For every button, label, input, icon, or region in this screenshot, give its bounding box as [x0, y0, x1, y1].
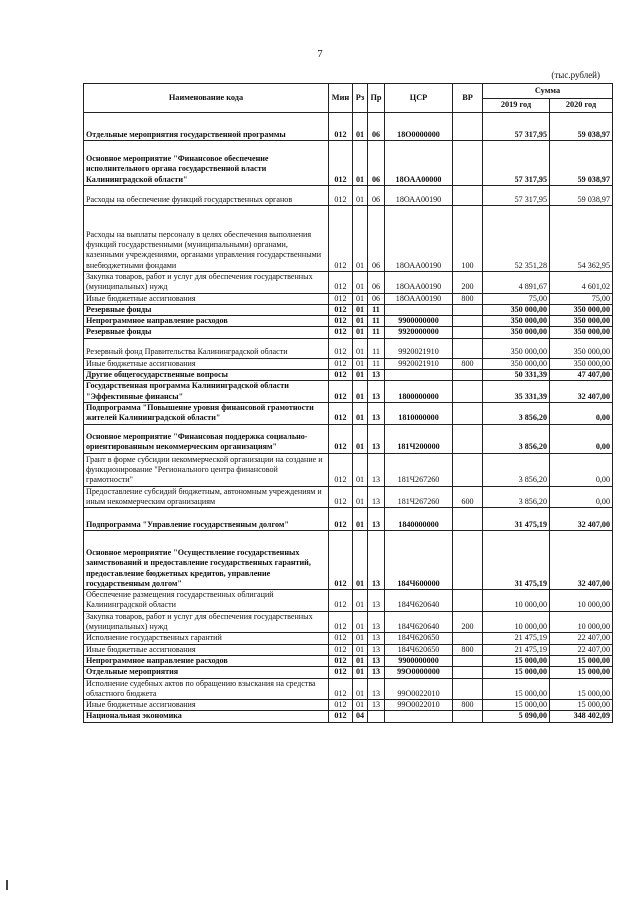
row-rz-cell: 01: [353, 611, 368, 633]
row-rz-cell: 01: [353, 508, 368, 531]
row-csr-cell: 9900000000: [385, 655, 453, 666]
row-pr-cell: 13: [368, 700, 385, 711]
row-min-cell: 012: [329, 590, 353, 612]
row-rz-cell: 01: [353, 381, 368, 403]
row-csr-cell: 181Ч267260: [385, 453, 453, 486]
row-pr-cell: 13: [368, 508, 385, 531]
row-pr-cell: 11: [368, 358, 385, 369]
row-vr-cell: [453, 327, 483, 338]
table-row: [84, 655, 613, 666]
row-2019-cell: 3 856,20: [483, 424, 550, 453]
table-row: [84, 700, 613, 711]
row-min-cell: 012: [329, 453, 353, 486]
row-rz-cell: 01: [353, 304, 368, 315]
row-2020-cell: 350 000,00: [550, 338, 613, 358]
row-rz-cell: 01: [353, 113, 368, 141]
row-rz-cell: 01: [353, 338, 368, 358]
row-pr-cell: 13: [368, 590, 385, 612]
row-csr-cell: 18ОАА00190: [385, 206, 453, 272]
row-2020-cell: 350 000,00: [550, 304, 613, 315]
row-rz-cell: 01: [353, 531, 368, 590]
row-rz-cell: 01: [353, 370, 368, 381]
row-min-cell: 012: [329, 370, 353, 381]
row-csr-cell: 99О0022010: [385, 700, 453, 711]
row-name-cell: Основное мероприятие "Финансовое обеспечение исполнительного органа государственной власти Калининградской области": [84, 141, 329, 186]
row-csr-cell: 18ОАА00000: [385, 141, 453, 186]
row-2019-cell: 15 000,00: [483, 655, 550, 666]
row-name-cell: Отдельные мероприятия государственной программы: [84, 113, 329, 141]
row-min-cell: 012: [329, 531, 353, 590]
row-min-cell: 012: [329, 358, 353, 369]
row-min-cell: 012: [329, 700, 353, 711]
row-min-cell: 012: [329, 655, 353, 666]
row-2019-cell: 52 351,28: [483, 206, 550, 272]
margin-mark: [6, 880, 8, 890]
row-rz-cell: 01: [353, 655, 368, 666]
row-csr-cell: 9920000000: [385, 327, 453, 338]
row-pr-cell: 13: [368, 678, 385, 700]
row-pr-cell: 06: [368, 272, 385, 294]
row-vr-cell: [453, 113, 483, 141]
row-name-cell: Основное мероприятие "Осуществление государственных заимствований и предоставление государственных гарантий, предоставление бюджетных кредитов, управление государственным долгом": [84, 531, 329, 590]
row-vr-cell: [453, 453, 483, 486]
table-row: [84, 141, 613, 186]
row-vr-cell: [453, 667, 483, 678]
row-2019-cell: 31 475,19: [483, 531, 550, 590]
row-2020-cell: 22 407,00: [550, 644, 613, 655]
budget-table: [83, 83, 613, 723]
row-2019-cell: 15 000,00: [483, 700, 550, 711]
row-rz-cell: 04: [353, 711, 368, 722]
row-2019-cell: 5 090,00: [483, 711, 550, 722]
table-row: [84, 113, 613, 141]
row-min-cell: 012: [329, 272, 353, 294]
row-2019-cell: 10 000,00: [483, 611, 550, 633]
row-2020-cell: 54 362,95: [550, 206, 613, 272]
row-2020-cell: 15 000,00: [550, 667, 613, 678]
table-row: [84, 402, 613, 424]
row-name-cell: Другие общегосударственные вопросы: [84, 370, 329, 381]
row-pr-cell: 06: [368, 141, 385, 186]
table-row: [84, 711, 613, 722]
table-row: [84, 644, 613, 655]
table-row: [84, 186, 613, 206]
table-body: [84, 113, 613, 723]
row-min-cell: 012: [329, 711, 353, 722]
row-vr-cell: 800: [453, 644, 483, 655]
table-row: [84, 381, 613, 403]
row-min-cell: 012: [329, 508, 353, 531]
row-vr-cell: [453, 402, 483, 424]
row-pr-cell: 06: [368, 293, 385, 304]
row-csr-cell: 184Ч600000: [385, 531, 453, 590]
row-csr-cell: [385, 711, 453, 722]
col-2020-header: 2020 год: [550, 99, 613, 113]
table-row: [84, 611, 613, 633]
row-vr-cell: [453, 304, 483, 315]
page-number: 7: [317, 48, 323, 60]
row-pr-cell: 11: [368, 338, 385, 358]
row-rz-cell: 01: [353, 424, 368, 453]
row-2019-cell: 50 331,39: [483, 370, 550, 381]
row-pr-cell: 13: [368, 531, 385, 590]
row-vr-cell: 600: [453, 486, 483, 508]
row-name-cell: Иные бюджетные ассигнования: [84, 700, 329, 711]
row-rz-cell: 01: [353, 327, 368, 338]
row-name-cell: Резервный фонд Правительства Калининградской области: [84, 338, 329, 358]
row-rz-cell: 01: [353, 316, 368, 327]
row-2020-cell: 0,00: [550, 486, 613, 508]
row-2020-cell: 15 000,00: [550, 700, 613, 711]
col-vr-header: ВР: [453, 84, 483, 113]
table-row: [84, 293, 613, 304]
row-2020-cell: 350 000,00: [550, 327, 613, 338]
row-pr-cell: 11: [368, 316, 385, 327]
row-pr-cell: 13: [368, 655, 385, 666]
row-name-cell: Иные бюджетные ассигнования: [84, 358, 329, 369]
row-2019-cell: 35 331,39: [483, 381, 550, 403]
row-2019-cell: 57 317,95: [483, 113, 550, 141]
row-2020-cell: 32 407,00: [550, 531, 613, 590]
row-2019-cell: 10 000,00: [483, 590, 550, 612]
col-name-header: Наименование кода: [84, 84, 329, 113]
row-vr-cell: 800: [453, 358, 483, 369]
col-2019-header: 2019 год: [483, 99, 550, 113]
row-vr-cell: [453, 316, 483, 327]
row-pr-cell: 06: [368, 206, 385, 272]
row-name-cell: Исполнение государственных гарантий: [84, 633, 329, 644]
row-csr-cell: 184Ч620640: [385, 590, 453, 612]
row-rz-cell: 01: [353, 667, 368, 678]
row-min-cell: 012: [329, 424, 353, 453]
table-row: [84, 678, 613, 700]
row-2019-cell: 57 317,95: [483, 186, 550, 206]
row-csr-cell: 1840000000: [385, 508, 453, 531]
row-name-cell: Резервные фонды: [84, 304, 329, 315]
table-row: [84, 486, 613, 508]
row-2019-cell: 3 856,20: [483, 402, 550, 424]
row-2020-cell: 15 000,00: [550, 655, 613, 666]
row-name-cell: Предоставление субсидий бюджетным, автономным учреждениям и иным некоммерческим организациям: [84, 486, 329, 508]
row-name-cell: Резервные фонды: [84, 327, 329, 338]
row-min-cell: 012: [329, 667, 353, 678]
row-min-cell: 012: [329, 644, 353, 655]
row-vr-cell: [453, 590, 483, 612]
table-row: [84, 453, 613, 486]
row-2019-cell: 350 000,00: [483, 327, 550, 338]
row-vr-cell: [453, 186, 483, 206]
row-vr-cell: [453, 655, 483, 666]
row-2020-cell: 350 000,00: [550, 316, 613, 327]
row-csr-cell: [385, 304, 453, 315]
row-name-cell: Закупка товаров, работ и услуг для обеспечения государственных (муниципальных) нужд: [84, 272, 329, 294]
row-name-cell: Подпрограмма "Управление государственным долгом": [84, 508, 329, 531]
row-2020-cell: 10 000,00: [550, 611, 613, 633]
row-2019-cell: 3 856,20: [483, 453, 550, 486]
row-pr-cell: 13: [368, 402, 385, 424]
row-pr-cell: 13: [368, 633, 385, 644]
row-rz-cell: 01: [353, 402, 368, 424]
row-min-cell: 012: [329, 327, 353, 338]
row-min-cell: 012: [329, 304, 353, 315]
table-row: [84, 370, 613, 381]
row-pr-cell: 11: [368, 327, 385, 338]
row-name-cell: Закупка товаров, работ и услуг для обеспечения государственных (муниципальных) нужд: [84, 611, 329, 633]
row-min-cell: 012: [329, 186, 353, 206]
row-vr-cell: [453, 141, 483, 186]
row-csr-cell: 184Ч620650: [385, 633, 453, 644]
row-2020-cell: 4 601,02: [550, 272, 613, 294]
row-pr-cell: [368, 711, 385, 722]
row-vr-cell: 100: [453, 206, 483, 272]
row-vr-cell: [453, 370, 483, 381]
row-2019-cell: 75,00: [483, 293, 550, 304]
row-min-cell: 012: [329, 206, 353, 272]
table-row: [84, 633, 613, 644]
units-label: (тыс.рублей): [551, 70, 600, 80]
row-csr-cell: 181Ч267260: [385, 486, 453, 508]
row-csr-cell: 9900000000: [385, 316, 453, 327]
row-vr-cell: 800: [453, 700, 483, 711]
row-csr-cell: 18ОАА00190: [385, 293, 453, 304]
row-min-cell: 012: [329, 338, 353, 358]
table-row: [84, 272, 613, 294]
row-min-cell: 012: [329, 402, 353, 424]
row-csr-cell: 99О0022010: [385, 678, 453, 700]
row-2019-cell: 350 000,00: [483, 316, 550, 327]
row-rz-cell: 01: [353, 206, 368, 272]
row-pr-cell: 13: [368, 424, 385, 453]
row-vr-cell: [453, 508, 483, 531]
row-vr-cell: [453, 338, 483, 358]
table-row: [84, 508, 613, 531]
row-pr-cell: 13: [368, 381, 385, 403]
row-name-cell: Основное мероприятие "Финансовая поддержка социально-ориентированным некоммерческим организациям": [84, 424, 329, 453]
row-min-cell: 012: [329, 381, 353, 403]
row-2019-cell: 15 000,00: [483, 667, 550, 678]
row-2019-cell: 350 000,00: [483, 358, 550, 369]
row-2020-cell: 59 038,97: [550, 141, 613, 186]
row-name-cell: Подпрограмма "Повышение уровня финансовой грамотности жителей Калининградской области": [84, 402, 329, 424]
row-pr-cell: 13: [368, 611, 385, 633]
table-row: [84, 590, 613, 612]
row-rz-cell: 01: [353, 186, 368, 206]
table-row: [84, 327, 613, 338]
col-sum-header: Сумма: [483, 84, 613, 99]
row-rz-cell: 01: [353, 453, 368, 486]
row-name-cell: Расходы на выплаты персоналу в целях обеспечения выполнения функций государственными (муниципальными) органами, казенными учреждениями, органами управления государственными внебюджетными фондами: [84, 206, 329, 272]
row-name-cell: Грант в форме субсидии некоммерческой организации на создание и функционирование "Регионального центра финансовой грамотности": [84, 453, 329, 486]
row-vr-cell: [453, 381, 483, 403]
row-name-cell: Отдельные мероприятия: [84, 667, 329, 678]
row-pr-cell: 06: [368, 186, 385, 206]
table-row: [84, 531, 613, 590]
col-rz-header: Рз: [353, 84, 368, 113]
row-min-cell: 012: [329, 113, 353, 141]
row-csr-cell: 18ОАА00190: [385, 186, 453, 206]
row-2019-cell: 21 475,19: [483, 633, 550, 644]
row-2019-cell: 15 000,00: [483, 678, 550, 700]
row-vr-cell: [453, 424, 483, 453]
row-2019-cell: 31 475,19: [483, 508, 550, 531]
row-name-cell: Национальная экономика: [84, 711, 329, 722]
table-row: [84, 338, 613, 358]
row-2020-cell: 22 407,00: [550, 633, 613, 644]
row-min-cell: 012: [329, 316, 353, 327]
row-name-cell: Иные бюджетные ассигнования: [84, 293, 329, 304]
row-vr-cell: 200: [453, 611, 483, 633]
row-vr-cell: [453, 711, 483, 722]
row-2020-cell: 0,00: [550, 453, 613, 486]
row-pr-cell: 11: [368, 304, 385, 315]
table-row: [84, 304, 613, 315]
row-rz-cell: 01: [353, 486, 368, 508]
row-2020-cell: 32 407,00: [550, 508, 613, 531]
row-csr-cell: 18О0000000: [385, 113, 453, 141]
row-csr-cell: 181Ч200000: [385, 424, 453, 453]
row-csr-cell: 184Ч620640: [385, 611, 453, 633]
row-csr-cell: [385, 370, 453, 381]
col-csr-header: ЦСР: [385, 84, 453, 113]
col-pr-header: Пр: [368, 84, 385, 113]
row-rz-cell: 01: [353, 272, 368, 294]
row-min-cell: 012: [329, 293, 353, 304]
row-vr-cell: 800: [453, 293, 483, 304]
row-2019-cell: 57 317,95: [483, 141, 550, 186]
row-2020-cell: 348 402,09: [550, 711, 613, 722]
row-2020-cell: 47 407,00: [550, 370, 613, 381]
row-2019-cell: 350 000,00: [483, 338, 550, 358]
row-pr-cell: 06: [368, 113, 385, 141]
row-csr-cell: 9920021910: [385, 358, 453, 369]
row-name-cell: Обеспечение размещения государственных облигаций Калининградской области: [84, 590, 329, 612]
row-csr-cell: 1810000000: [385, 402, 453, 424]
table-row: [84, 667, 613, 678]
table-row: [84, 424, 613, 453]
row-2020-cell: 59 038,97: [550, 186, 613, 206]
row-pr-cell: 13: [368, 453, 385, 486]
row-min-cell: 012: [329, 486, 353, 508]
row-2020-cell: 32 407,00: [550, 381, 613, 403]
row-rz-cell: 01: [353, 678, 368, 700]
row-min-cell: 012: [329, 141, 353, 186]
row-min-cell: 012: [329, 611, 353, 633]
row-pr-cell: 13: [368, 644, 385, 655]
row-rz-cell: 01: [353, 358, 368, 369]
row-csr-cell: 1800000000: [385, 381, 453, 403]
row-pr-cell: 13: [368, 667, 385, 678]
table-row: [84, 206, 613, 272]
row-vr-cell: [453, 678, 483, 700]
row-2020-cell: 59 038,97: [550, 113, 613, 141]
row-2019-cell: 21 475,19: [483, 644, 550, 655]
row-vr-cell: [453, 633, 483, 644]
row-name-cell: Непрограммное направление расходов: [84, 655, 329, 666]
row-vr-cell: 200: [453, 272, 483, 294]
row-rz-cell: 01: [353, 700, 368, 711]
row-pr-cell: 13: [368, 486, 385, 508]
row-pr-cell: 13: [368, 370, 385, 381]
row-vr-cell: [453, 531, 483, 590]
row-2020-cell: 0,00: [550, 402, 613, 424]
row-name-cell: Иные бюджетные ассигнования: [84, 644, 329, 655]
row-min-cell: 012: [329, 633, 353, 644]
row-2020-cell: 350 000,00: [550, 358, 613, 369]
row-csr-cell: 9920021910: [385, 338, 453, 358]
row-rz-cell: 01: [353, 141, 368, 186]
row-name-cell: Расходы на обеспечение функций государственных органов: [84, 186, 329, 206]
row-rz-cell: 01: [353, 590, 368, 612]
row-rz-cell: 01: [353, 633, 368, 644]
row-name-cell: Государственная программа Калининградской области "Эффективные финансы": [84, 381, 329, 403]
row-csr-cell: 18ОАА00190: [385, 272, 453, 294]
row-2019-cell: 3 856,20: [483, 486, 550, 508]
col-min-header: Мин: [329, 84, 353, 113]
row-csr-cell: 99О0000000: [385, 667, 453, 678]
row-name-cell: Непрограммное направление расходов: [84, 316, 329, 327]
row-csr-cell: 184Ч620650: [385, 644, 453, 655]
row-2019-cell: 350 000,00: [483, 304, 550, 315]
row-name-cell: Исполнение судебных актов по обращению взыскания на средства областного бюджета: [84, 678, 329, 700]
row-2020-cell: 15 000,00: [550, 678, 613, 700]
row-rz-cell: 01: [353, 293, 368, 304]
row-rz-cell: 01: [353, 644, 368, 655]
table-row: [84, 358, 613, 369]
row-2019-cell: 4 891,67: [483, 272, 550, 294]
table-row: [84, 316, 613, 327]
row-2020-cell: 10 000,00: [550, 590, 613, 612]
row-2020-cell: 0,00: [550, 424, 613, 453]
row-min-cell: 012: [329, 678, 353, 700]
row-2020-cell: 75,00: [550, 293, 613, 304]
